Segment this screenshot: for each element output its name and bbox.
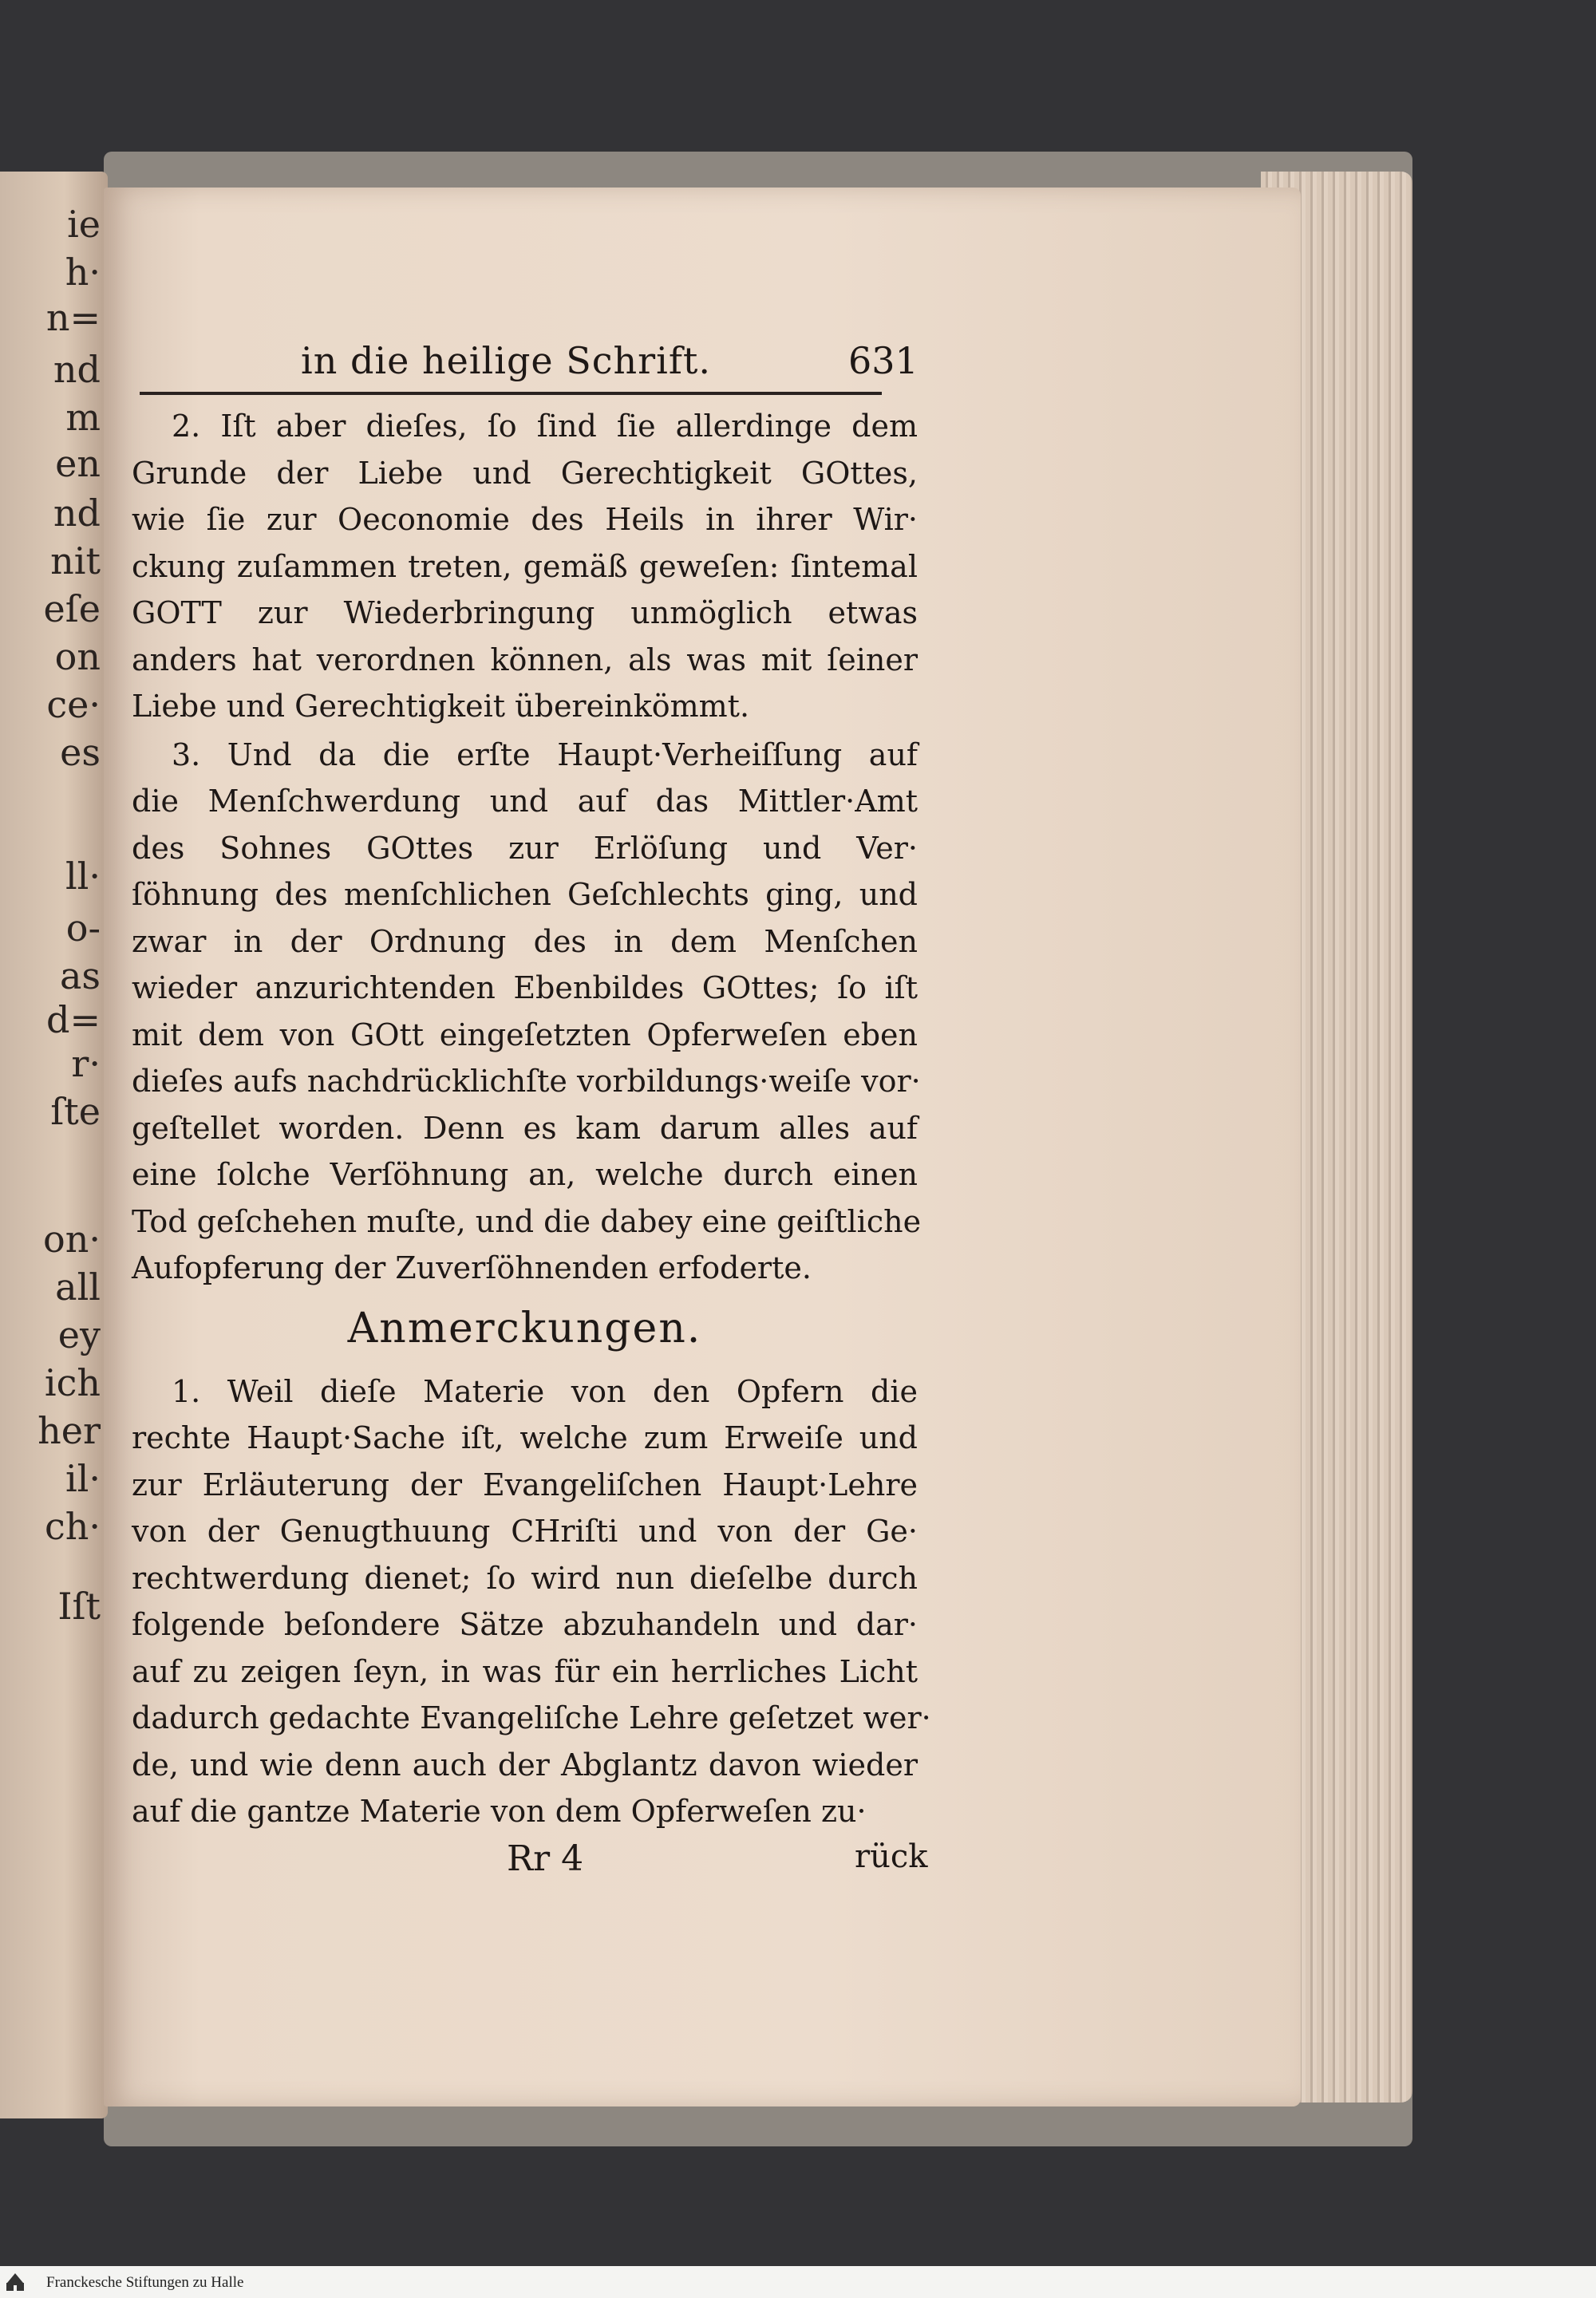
text-line: folgende beſondere Sätze abzuhandeln und dar· xyxy=(132,1607,918,1642)
catchword: rück xyxy=(855,1838,928,1875)
text-line: rechtwerdung dienet; ſo wird nun dieſelbe durch xyxy=(132,1560,918,1596)
footer-bar xyxy=(0,2266,1596,2298)
left-page-text-fragment: as xyxy=(59,954,101,997)
text-line: Tod geſchehen muſte, und die dabey eine geiſtliche xyxy=(132,1203,922,1239)
signature-mark: Rr 4 xyxy=(507,1838,584,1879)
left-page-text-fragment: ſte xyxy=(50,1090,101,1133)
text-line: anders hat verordnen können, als was mit ſeiner xyxy=(132,642,918,677)
left-page-text-fragment: n= xyxy=(45,296,101,339)
text-line: von der Genugthuung CHriſti und von der Ge· xyxy=(132,1514,918,1549)
text-line: Aufopferung der Zuverſöhnenden erfoderte. xyxy=(132,1250,812,1285)
text-line: 3. Und da die erſte Haupt·Verheiſſung auf xyxy=(172,736,918,772)
section-heading: Anmerckungen. xyxy=(347,1304,702,1352)
left-page-text-fragment: d= xyxy=(46,998,101,1041)
left-page-text-fragment: o- xyxy=(65,906,101,950)
text-line: ckung zuſammen treten, gemäß geweſen: ſintemal xyxy=(132,548,918,584)
text-line: des Sohnes GOttes zur Erlöſung und Ver· xyxy=(132,830,918,866)
left-page-text-fragment: en xyxy=(55,442,101,485)
left-page-text-fragment: il· xyxy=(65,1457,101,1500)
text-line: eine ſolche Verſöhnung an, welche durch einen xyxy=(132,1157,918,1192)
text-line: ſöhnung des menſchlichen Geſchlechts ging, und xyxy=(132,877,918,912)
left-page-text-fragment: nit xyxy=(50,539,101,582)
left-page-text-fragment: on· xyxy=(43,1218,101,1261)
text-line: GOTT zur Wiederbringung unmöglich etwas xyxy=(132,595,918,630)
text-line: dadurch gedachte Evangeliſche Lehre geſetzet wer· xyxy=(132,1700,931,1735)
text-line: wie ſie zur Oeconomie des Heils in ihrer Wir· xyxy=(132,502,918,537)
left-page-text-fragment: ich xyxy=(44,1361,101,1404)
left-page-text-fragment: eſe xyxy=(43,587,101,630)
text-line: auf zu zeigen ſeyn, in was für ein herrliches Licht xyxy=(132,1653,918,1689)
left-page-text-fragment: ie xyxy=(67,203,101,246)
text-line: die Menſchwerdung und auf das Mittler·Amt xyxy=(132,784,918,819)
head-rule xyxy=(140,392,882,395)
text-line: zwar in der Ordnung des in dem Menſchen xyxy=(132,923,918,959)
text-line: zur Erläuterung der Evangeliſchen Haupt·Lehre xyxy=(132,1467,918,1502)
text-line: rechte Haupt·Sache iſt, welche zum Erweiſe und xyxy=(132,1420,918,1455)
text-line: dieſes aufs nachdrücklichſte vorbildungs·weiſe vor· xyxy=(132,1064,921,1099)
footer-institution: Franckesche Stiftungen zu Halle xyxy=(46,2274,244,2291)
text-line: wieder anzurichtenden Ebenbildes GOttes; ſo iſt xyxy=(132,970,918,1005)
left-page-text-fragment: Iſt xyxy=(57,1585,101,1628)
page-number: 631 xyxy=(848,339,918,382)
left-page-text-fragment: h· xyxy=(65,251,101,294)
left-page-text-fragment: all xyxy=(55,1265,101,1309)
left-page-text-fragment: nd xyxy=(53,348,101,391)
left-page-text-fragment: on xyxy=(54,635,101,678)
text-line: mit dem von GOtt eingeſetzten Opferweſen eben xyxy=(132,1017,918,1052)
text-line: de, und wie denn auch der Abglantz davon wieder xyxy=(132,1747,918,1783)
running-title: in die heilige Schrift. xyxy=(301,339,711,382)
institution-logo-icon xyxy=(5,2272,26,2292)
left-page-text-fragment: es xyxy=(60,731,101,774)
left-page-text-fragment: nd xyxy=(53,492,101,535)
left-page-text-fragment: ll· xyxy=(65,855,101,898)
running-head xyxy=(132,339,918,385)
left-page-text-fragment: her xyxy=(38,1409,101,1452)
left-page-text-fragment: ch· xyxy=(44,1505,101,1548)
text-line: auf die gantze Materie von dem Opferweſen zu· xyxy=(132,1794,867,1829)
text-line: Liebe und Gerechtigkeit übereinkömmt. xyxy=(132,689,750,724)
text-line: 1. Weil dieſe Materie von den Opfern die xyxy=(172,1373,918,1409)
left-page-text-fragment: r· xyxy=(71,1042,101,1085)
left-page-text-fragment: ce· xyxy=(46,683,101,726)
left-page-fragment xyxy=(0,172,108,2118)
left-page-text-fragment: ey xyxy=(57,1313,101,1356)
catchline xyxy=(132,1838,928,1883)
text-line: Grunde der Liebe und Gerechtigkeit GOttes, xyxy=(132,455,918,491)
text-line: geſtellet worden. Denn es kam darum alles auf xyxy=(132,1110,918,1146)
text-line: 2. Iſt aber dieſes, ſo ſind ſie allerdinge dem xyxy=(172,409,918,444)
left-page-text-fragment: m xyxy=(65,396,101,439)
